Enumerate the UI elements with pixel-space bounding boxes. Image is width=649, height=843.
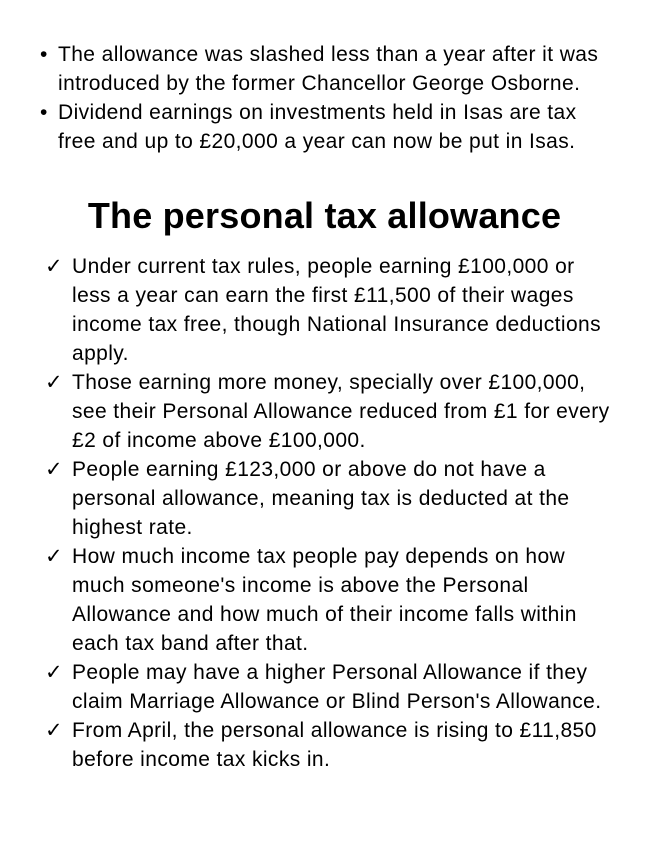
- list-item: [45, 658, 649, 716]
- list-item: [45, 542, 649, 658]
- checklist-text: People earning £123,000 or above do not have a personal allowance, meaning tax is deducted at the highest rate.: [72, 458, 570, 539]
- bullet-icon: •: [40, 43, 48, 66]
- intro-bullet-list: [0, 0, 649, 156]
- bullet-text: The allowance was slashed less than a year after it was introduced by the former Chancellor George Osborne.: [58, 43, 599, 95]
- checklist-text: How much income tax people pay depends on how much someone's income is above the Personal Allowance and how much of their income falls within each tax band after that.: [72, 545, 577, 655]
- checkmark-icon: ✓: [45, 457, 63, 481]
- checklist-text: People may have a higher Personal Allowance if they claim Marriage Allowance or Blind Person's Allowance.: [72, 661, 602, 713]
- list-item: [45, 368, 649, 455]
- list-item: [45, 716, 649, 774]
- page-title: The personal tax allowance: [87, 195, 562, 236]
- checkmark-icon: ✓: [45, 254, 63, 278]
- checklist-text: Those earning more money, specially over £100,000, see their Personal Allowance reduced from £1 for every £2 of income above £100,000.: [72, 371, 610, 452]
- bullet-text: Dividend earnings on investments held in Isas are tax free and up to £20,000 a year can now be put in Isas.: [58, 101, 577, 153]
- bullet-icon: •: [40, 101, 48, 124]
- checkmark-icon: ✓: [45, 544, 63, 568]
- list-item: [45, 252, 649, 368]
- checklist-text: From April, the personal allowance is rising to £11,850 before income tax kicks in.: [72, 719, 597, 771]
- checklist: [0, 238, 649, 774]
- checklist-text: Under current tax rules, people earning £100,000 or less a year can earn the first £11,500 of their wages income tax free, though National Insurance deductions apply.: [72, 255, 602, 365]
- list-item: [40, 40, 649, 98]
- checkmark-icon: ✓: [45, 660, 63, 684]
- list-item: [45, 455, 649, 542]
- list-item: [40, 98, 649, 156]
- checkmark-icon: ✓: [45, 718, 63, 742]
- checkmark-icon: ✓: [45, 370, 63, 394]
